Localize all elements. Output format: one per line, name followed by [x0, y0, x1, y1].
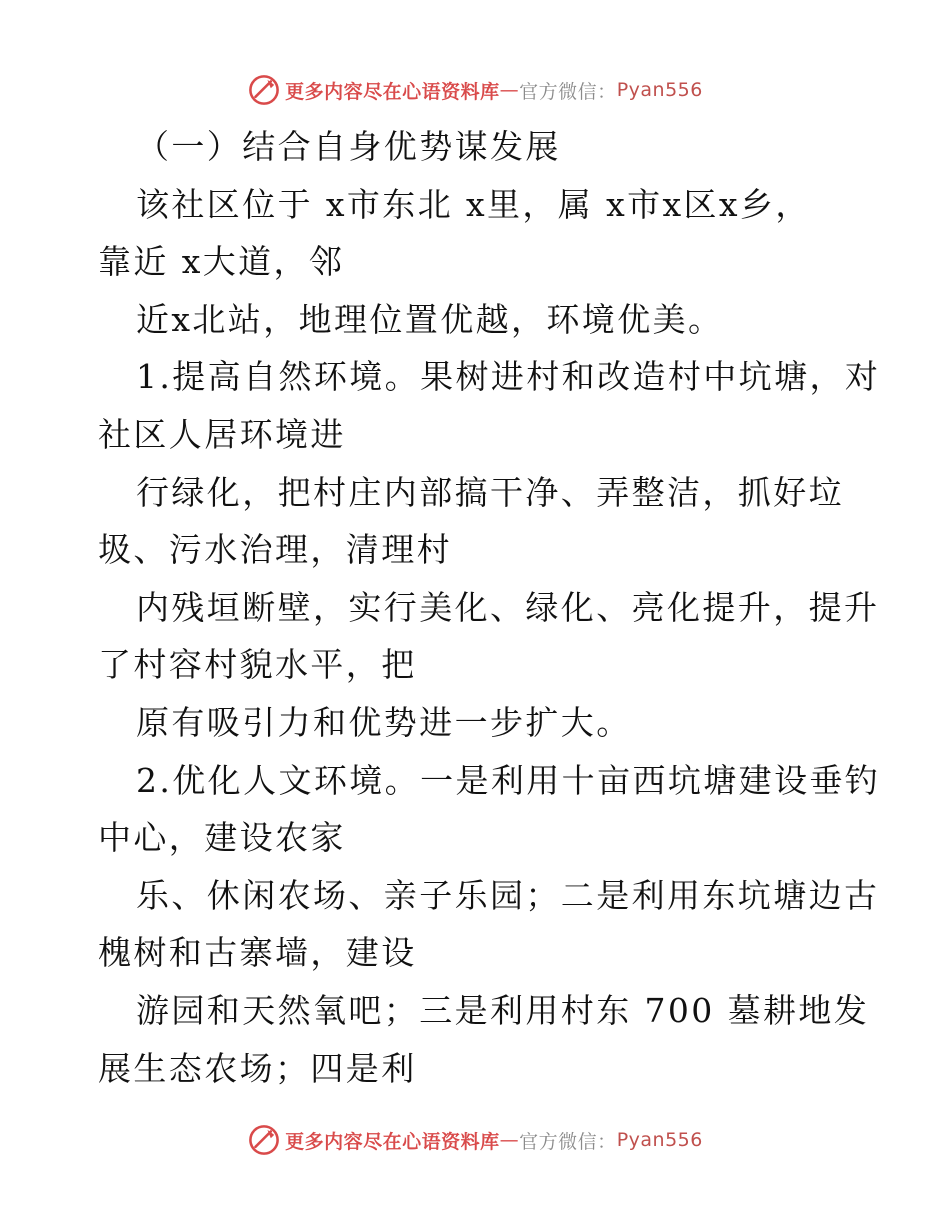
paragraph-line: 槐树和古寨墙，建设 [98, 933, 417, 973]
paragraph-line: 圾、污水治理，清理村 [98, 530, 452, 570]
paragraph-line: 行绿化，把村庄内部搞干净、弄整洁，抓好垃 [136, 472, 844, 512]
paragraph-line: 靠近 x大道，邻 [98, 242, 345, 282]
paragraph-line: 游园和天然氧吧；三是利用村东 700 墓耕地发 [136, 990, 870, 1030]
watermark-header [0, 70, 950, 110]
section-heading: （一）结合自身优势谋发展 [136, 127, 561, 166]
paragraph-line: 原有吸引力和优势进一步扩大。 [136, 702, 632, 742]
paragraph-line: 了村容村貌水平，把 [98, 645, 417, 685]
paragraph-line: 该社区位于 x市东北 x里，属 x市x区x乡， [136, 184, 811, 224]
paragraph-line: 近x北站，地理位置优越，环境优美。 [136, 299, 724, 339]
watermark-sub-text: 官方微信： [519, 1130, 617, 1153]
paragraph-line: 乐、休闲农场、亲子乐园；二是利用东坑塘边古 [136, 875, 880, 915]
watermark-main-text: 更多内容尽在心语资料库 [285, 1130, 500, 1153]
watermark-main-text: 更多内容尽在心语资料库 [285, 80, 500, 103]
paragraph-line: 展生态农场；四是利 [98, 1048, 417, 1088]
watermark-sub-text: 官方微信： [519, 80, 617, 103]
paragraph-line: 2.优化人文环境。一是利用十亩西坑塘建设垂钓 [136, 760, 881, 800]
watermark-handle: Pyan556 [616, 1129, 703, 1151]
paragraph-line: 内残垣断壁，实行美化、绿化、亮化提升，提升 [136, 587, 880, 627]
watermark-footer [0, 1120, 950, 1160]
logo-icon [247, 73, 281, 107]
paragraph-line: 社区人居环境进 [98, 414, 346, 454]
document-body [98, 118, 881, 1097]
watermark-handle: Pyan556 [616, 79, 703, 101]
watermark-dash: — [499, 1129, 520, 1151]
logo-icon [247, 1123, 281, 1157]
watermark-dash: — [499, 79, 520, 101]
paragraph-line: 1.提高自然环境。果树进村和改造村中坑塘，对 [136, 357, 881, 397]
paragraph-line: 中心，建设农家 [98, 818, 346, 858]
